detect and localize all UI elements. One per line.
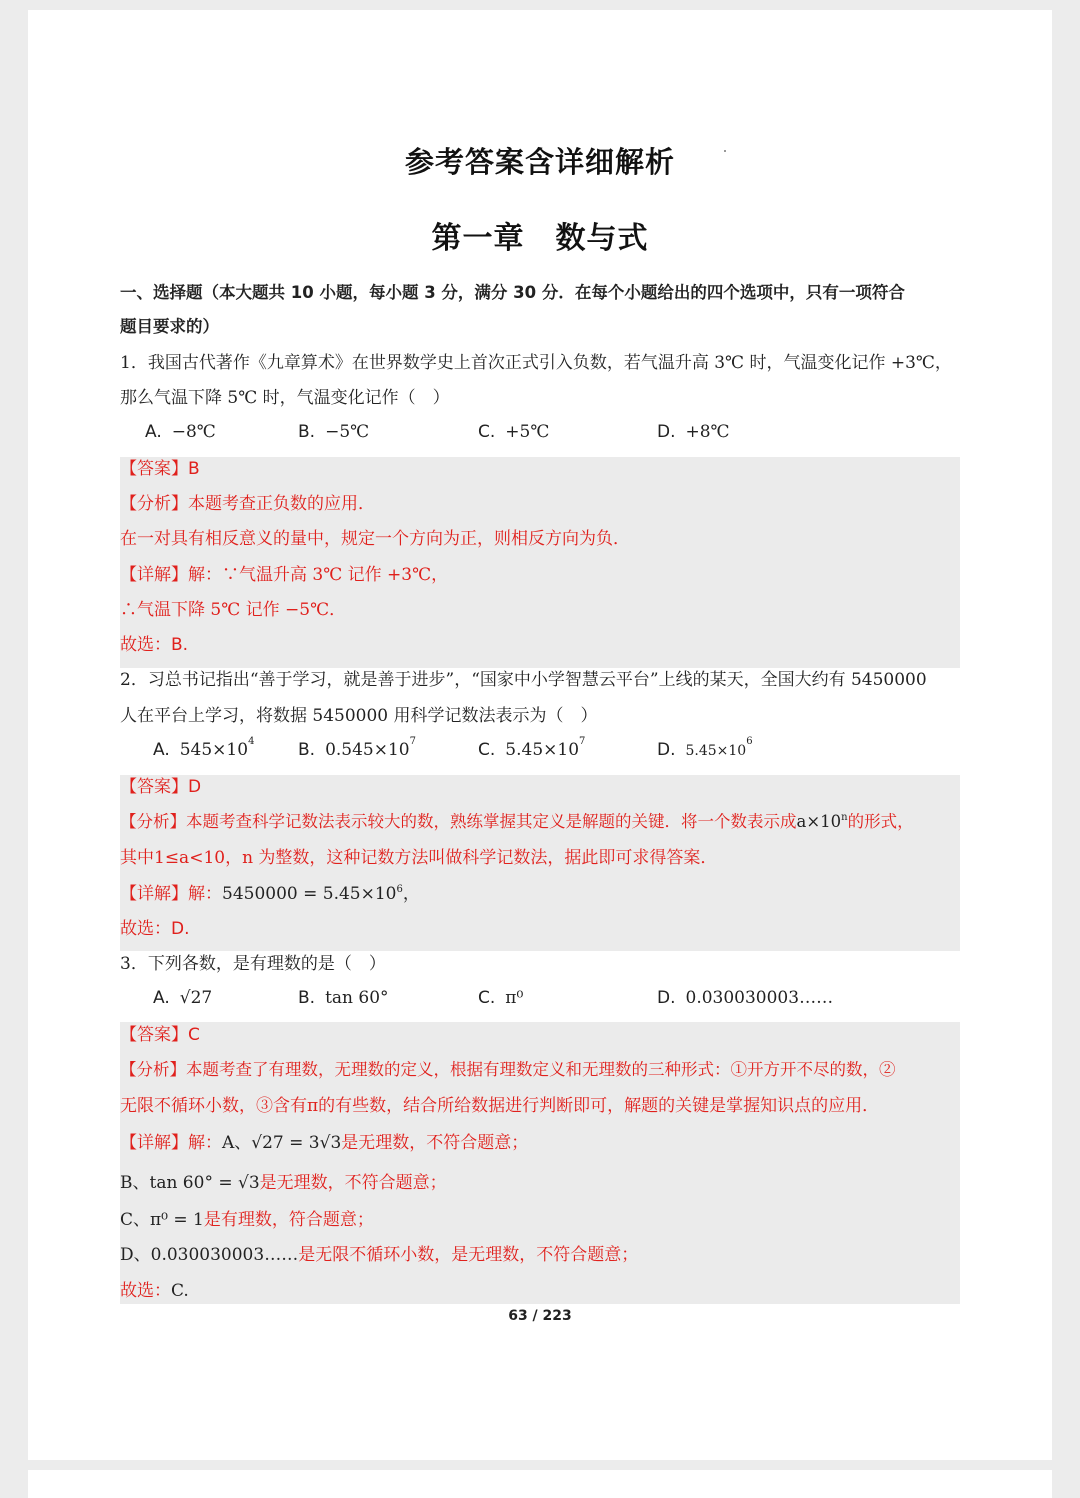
- q1-option-b: B. −5℃: [298, 422, 370, 442]
- q1-analysis-2: 在一对具有相反意义的量中，规定一个方向为正，则相反方向为负．: [120, 529, 630, 549]
- q1-option-a: A. −8℃: [145, 422, 216, 442]
- q1-stem-line-1: 1．我国古代著作《九章算术》在世界数学史上首次正式引入负数，若气温升高 3℃ 时，气温变化记作 +3℃，: [120, 353, 952, 373]
- q1-detail-1: 【详解】解：∵气温升高 3℃ 记作 +3℃，: [120, 565, 449, 585]
- section-heading-line-2: 题目要求的）: [120, 317, 219, 336]
- q1-analysis-1: 【分析】本题考查正负数的应用．: [120, 494, 375, 514]
- q2-stem-line-1: 2．习总书记指出“善于学习，就是善于进步”，“国家中小学智慧云平台”上线的某天，全国大约有 5450000: [120, 670, 927, 690]
- q1-option-c: C. +5℃: [478, 422, 550, 442]
- q2-option-c: C. $5.45\times 10^7$: [478, 736, 586, 760]
- q3-detail-a: 【详解】解：A、√27 = 3√3是无理数，不符合题意；: [120, 1133, 529, 1153]
- q3-analysis-2: 无限不循环小数，③含有π的有些数，结合所给数据进行判断即可，解题的关键是掌握知识点的应用．: [120, 1096, 880, 1116]
- page-title: 参考答案含详细解析: [404, 145, 675, 179]
- q1-answer: 【答案】B: [120, 459, 200, 479]
- q2-options: [120, 736, 970, 764]
- page-number: 63 / 223: [508, 1308, 572, 1324]
- q3-detail-d: D、0.030030003……是无限不循环小数，是无理数，不符合题意；: [120, 1245, 639, 1265]
- q2-option-d: D. $5.45\times 10^6$: [657, 736, 753, 760]
- q2-choice: 故选：D.: [120, 919, 190, 939]
- q3-detail-b: B、tan 60° = √3是无理数，不符合题意；: [120, 1173, 447, 1193]
- q2-stem-line-2: 人在平台上学习，将数据 5450000 用科学记数法表示为（ ）: [120, 706, 598, 726]
- q2-analysis-1: 【分析】本题考查科学记数法表示较大的数，熟练掌握其定义是解题的关键．将一个数表示成$a\times 10^n$的形式，: [120, 812, 914, 831]
- q3-options: [120, 988, 970, 1012]
- q3-option-d: D. 0.030030003……: [657, 988, 834, 1008]
- q1-stem-line-2: 那么气温下降 5℃ 时，气温变化记作（ ）: [120, 388, 450, 408]
- q2-option-b: B. $0.545\times 10^7$: [298, 736, 416, 760]
- q3-option-c: C. π⁰: [478, 988, 524, 1008]
- section-heading-line-1: 一、选择题（本大题共 10 小题，每小题 3 分，满分 30 分．在每个小题给出的四个选项中，只有一项符合: [120, 283, 905, 302]
- next-page-edge: [28, 1470, 1052, 1498]
- q2-answer: 【答案】D: [120, 777, 202, 797]
- q1-option-d: D. +8℃: [657, 422, 730, 442]
- q2-analysis-2: 其中1≤a<10，n 为整数，这种记数方法叫做科学记数法，据此即可求得答案．: [120, 848, 718, 868]
- q2-option-a: A. $545\times 10^4$: [153, 736, 255, 760]
- q1-options: [120, 422, 970, 446]
- q1-detail-2: ∴气温下降 5℃ 记作 −5℃．: [120, 600, 347, 620]
- q3-answer: 【答案】C: [120, 1025, 200, 1045]
- q1-choice: 故选：B.: [120, 635, 189, 655]
- q3-option-b: B. tan 60°: [298, 988, 389, 1008]
- q3-choice: 故选：C.: [120, 1281, 189, 1301]
- q3-stem: 3．下列各数，是有理数的是（ ）: [120, 954, 386, 974]
- q2-detail: 【详解】解：$5450000 = 5.45\times 10^6$，: [120, 884, 420, 904]
- q3-detail-c: C、π⁰ = 1是有理数，符合题意；: [120, 1210, 374, 1230]
- chapter-title: 第一章 数与式: [431, 221, 649, 256]
- q3-analysis-1: 【分析】本题考查了有理数，无理数的定义，根据有理数定义和无理数的三种形式：①开方开不尽的数，②: [120, 1060, 896, 1079]
- document-page: [28, 10, 1052, 1460]
- q3-option-a: A. √27: [153, 988, 213, 1008]
